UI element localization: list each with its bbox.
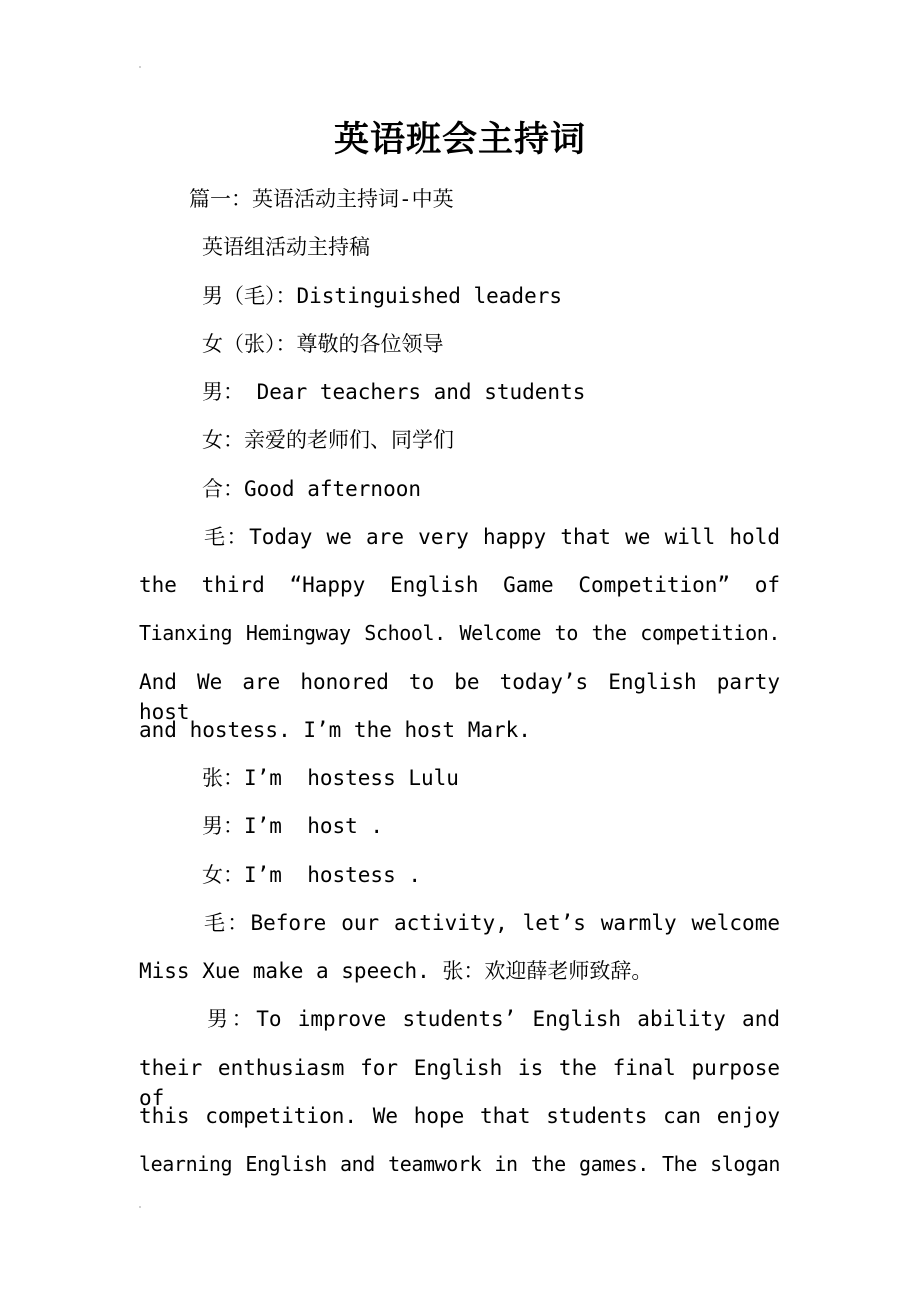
paragraph-line: their enthusiasm for English is the final purpose of (139, 1056, 780, 1110)
dialogue-line: 男：I’m host . (202, 814, 384, 838)
paragraph-line: Tianxing Hemingway School. Welcome to the competition. (139, 621, 780, 645)
corner-mark-bottom (139, 1206, 141, 1208)
paragraph-line: 男：To improve students’ English ability and (207, 1007, 780, 1031)
dialogue-line: 张：I’m hostess Lulu (202, 766, 459, 790)
dialogue-line: 女：I’m hostess . (202, 863, 422, 887)
section-heading: 篇一：英语活动主持词-中英 (189, 187, 454, 211)
dialogue-line: 男： Dear teachers and students (202, 380, 586, 404)
paragraph-line: 毛：Today we are very happy that we will hold (204, 525, 780, 549)
paragraph-line: Miss Xue make a speech. 张：欢迎薛老师致辞。 (139, 959, 653, 983)
paragraph-line: this competition. We hope that students can enjoy (139, 1104, 780, 1128)
paragraph-line: the third “Happy English Game Competition” of (139, 573, 780, 597)
document-title: 英语班会主持词 (333, 119, 586, 160)
dialogue-line: 女：亲爱的老师们、同学们 (202, 428, 454, 452)
paragraph-line: and hostess. I’m the host Mark. (139, 718, 531, 742)
subheading: 英语组活动主持稿 (202, 235, 370, 259)
corner-mark-top (139, 66, 141, 68)
dialogue-line: 女（张）：尊敬的各位领导 (202, 332, 444, 356)
paragraph-line: And We are honored to be today’s English party host (139, 670, 780, 724)
dialogue-line: 合：Good afternoon (202, 477, 422, 501)
dialogue-line: 男（毛）：Distinguished leaders (202, 284, 563, 308)
paragraph-line: 毛：Before our activity, let’s warmly welcome (204, 911, 780, 935)
paragraph-line: learning English and teamwork in the games. The slogan (139, 1152, 780, 1176)
